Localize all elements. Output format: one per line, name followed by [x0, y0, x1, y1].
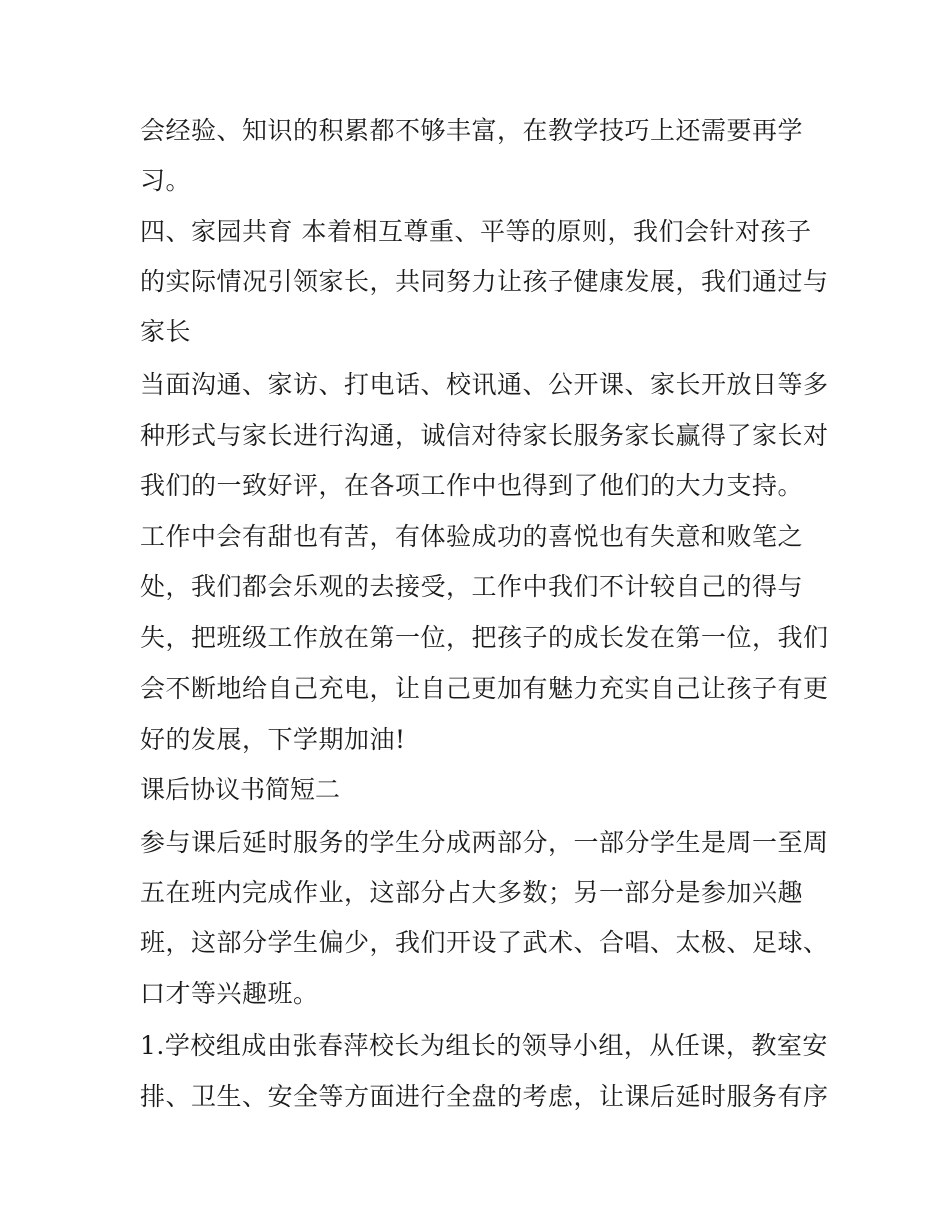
- text-line: 参与课后延时服务的学生分成两部分，一部分学生是周一至周: [140, 828, 829, 857]
- text-line: 口才等兴趣班。: [140, 979, 319, 1008]
- text-line: 工作中会有甜也有苦，有体验成功的喜悦也有失意和败笔之: [140, 522, 804, 551]
- text-line: 排、卫生、安全等方面进行全盘的考虑，让课后延时服务有序: [140, 1082, 829, 1111]
- text-line: 好的发展，下学期加油!: [140, 725, 406, 754]
- numbered-item: 1.学校组成由张春萍校长为组长的领导小组，从任课，教室安: [140, 1031, 828, 1060]
- text-line: 习。: [140, 166, 192, 195]
- text-line: 我们的一致好评，在各项工作中也得到了他们的大力支持。: [140, 471, 804, 500]
- text-line: 的实际情况引领家长，共同努力让孩子健康发展，我们通过与: [140, 267, 829, 296]
- text-line: 班，这部分学生偏少，我们开设了武术、合唱、太极、足球、: [140, 928, 829, 957]
- text-line: 失，把班级工作放在第一位，把孩子的成长发在第一位，我们: [140, 623, 829, 652]
- text-line: 当面沟通、家访、打电话、校讯通、公开课、家长开放日等多: [140, 370, 829, 399]
- text-line: 五在班内完成作业，这部分占大多数；另一部分是参加兴趣: [140, 878, 804, 907]
- text-line: 处，我们都会乐观的去接受，工作中我们不计较自己的得与: [140, 572, 804, 601]
- text-line: 四、家园共育 本着相互尊重、平等的原则，我们会针对孩子: [140, 217, 812, 246]
- text-line: 种形式与家长进行沟通，诚信对待家长服务家长赢得了家长对: [140, 421, 829, 450]
- section-heading: 课后协议书简短二: [140, 775, 341, 804]
- text-line: 会经验、知识的积累都不够丰富，在教学技巧上还需要再学: [140, 116, 804, 145]
- text-line: 家长: [140, 317, 192, 346]
- text-line: 会不断地给自己充电，让自己更加有魅力充实自己让孩子有更: [140, 674, 829, 703]
